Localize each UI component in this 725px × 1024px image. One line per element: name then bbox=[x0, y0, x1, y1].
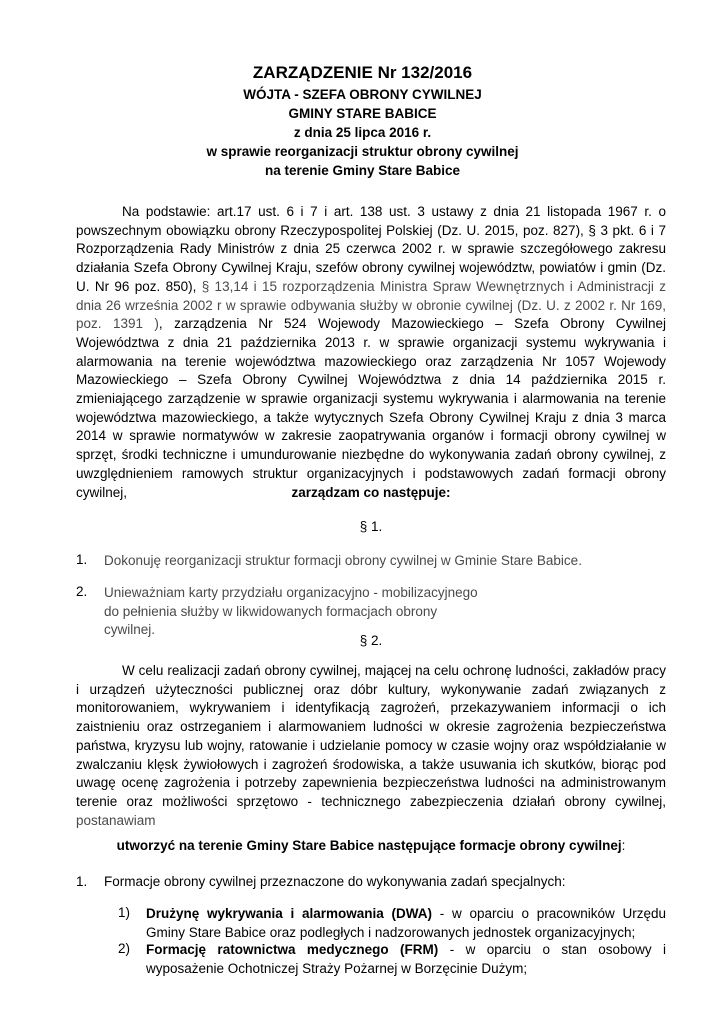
section-1-item-1 bbox=[76, 552, 666, 571]
formation-description: - w oparciu o pracowników Urzędu Gminy Stare Babice oraz podległych i nadzorowanych jednostek organizacyjnych; bbox=[146, 906, 666, 940]
item-text: Dokonuję reorganizacji struktur formacji obrony cywilnej w Gminie Stare Babice. bbox=[104, 553, 582, 568]
section-2-text: W celu realizacji zadań obrony cywilnej, mającej na celu ochronę ludności, zakładów pracy i urządzeń użyteczności publicznej oraz dóbr kultury, wykonywanie zadań związanych z monitorowaniem, wykrywaniem i identyfikacją zagrożeń, przekazywaniem informacji o ich zaistnieniu oraz ostrzeganiem i alarmowaniem ludności w okresie zagrożenia bezpieczeństwa państwa, kryzysu lub wojny, ratowanie i udzielanie pomocy w czasie wojny oraz współdziałanie w zwalczaniu klęsk żywiołowych i zagrożeń środowiska, a także usuwania ich skutków, biorąc pod uwagę ocenę zagrożenia i potrzeby zapewnienia bezpieczeństwa ludności na administrowanym terenie oraz możliwości sprzętowo - technicznego zabezpieczenia działań obrony cywilnej, bbox=[76, 663, 666, 809]
formation-name: Drużynę wykrywania i alarmowania (DWA) bbox=[146, 906, 433, 921]
establish-text-3: następujące formacje obrony cywilnej bbox=[374, 838, 622, 853]
subitem-text bbox=[146, 905, 666, 942]
establish-text-2: Gminy Stare Babice bbox=[246, 838, 374, 853]
subject-line-2: na terenie Gminy Stare Babice bbox=[264, 163, 461, 178]
legal-basis-paragraph bbox=[76, 203, 666, 502]
item-text: Formacje obrony cywilnej przeznaczone do wykonywania zadań specjalnych: bbox=[104, 874, 566, 889]
document-title: ZARZĄDZENIE Nr 132/2016 bbox=[252, 63, 473, 82]
formation-description: - w oparciu o stan osobowy i wyposażenie Ochotniczej Straży Pożarnej w Borzęcinie Dużym; bbox=[146, 942, 666, 976]
item-text: Unieważniam karty przydziału organizacyjno - mobilizacyjnego do pełnienia służby w likwidowanych formacjach obrony cywilnej. bbox=[104, 585, 478, 638]
establish-colon: : bbox=[621, 838, 626, 853]
item-number: 1. bbox=[76, 874, 88, 889]
decision-word: postanawiam bbox=[76, 812, 156, 828]
decree-statement: zarządzam co następuje: bbox=[291, 485, 451, 500]
municipality-line: GMINY STARE BABICE bbox=[288, 106, 437, 121]
section-1-item-2 bbox=[76, 584, 666, 640]
subitem-number: 1) bbox=[118, 905, 131, 920]
legal-basis-text-1: Na podstawie: art.17 ust. 6 i 7 i art. 138 ust. 3 ustawy z dnia 21 listopada 1967 r. o powszechnym obowiązku obrony Rzeczypospolitej Polskiej (Dz. U. 2015, poz. 827), § 3 pkt. 6 i 7 Rozporządzenia Rady Ministrów z dnia 25 czerwca 2002 r. w sprawie szczegółowego zakresu działania Szefa Obrony Cywilnej Kraju, szefów obrony cywilnej województw, powiatów i gmin (Dz. U. Nr 96 poz. 850), bbox=[76, 204, 666, 294]
subitem-text bbox=[146, 941, 666, 978]
subitem-number: 2) bbox=[118, 941, 131, 956]
establish-statement bbox=[76, 838, 666, 853]
formation-name: Formację ratownictwa medycznego (FRM) bbox=[146, 942, 439, 957]
subject-line: w sprawie reorganizacji struktur obrony cywilnej bbox=[206, 144, 519, 159]
subitem-2 bbox=[118, 941, 666, 978]
legal-basis-text-3: , zarządzenia Nr 524 Wojewody Mazowieckiego – Szefa Obrony Cywilnej Województwa z dnia 21 października 2013 r. w sprawie organizacji systemu wykrywania i alarmowania na terenie województwa mazowieckiego oraz zarządzenia Nr 1057 Wojewody Mazowieckiego – Szefa Obrony Cywilnej Województwa z dnia 14 października 2015 r. zmieniającego zarządzenie w sprawie organizacji systemu wykrywania i alarmowania na terenie województwa mazowieckiego, a także wytycznych Szefa Obrony Cywilnej Kraju z dnia 3 marca 2014 w sprawie normatywów w zakresie zaopatrywania organów i formacji obrony cywilnej w sprzęt, środki techniczne i umundurowanie niezbędne do wykonywania zadań obrony cywilnej, z uwzględnieniem ramowych struktur organizacyjnych i podstawowych zadań formacji obrony cywilnej, bbox=[76, 316, 667, 500]
section-2-heading: § 2. bbox=[359, 633, 383, 648]
section-2-list-item-1 bbox=[76, 874, 666, 889]
item-number: 2. bbox=[76, 584, 88, 599]
issuer-line: WÓJTA - SZEFA OBRONY CYWILNEJ bbox=[243, 87, 482, 102]
date-line: z dnia 25 lipca 2016 r. bbox=[293, 125, 432, 140]
legal-basis-text-2: § 13,14 i 15 rozporządzenia Ministra Spraw Wewnętrznych i Administracji z dnia 26 września 2002 r w sprawie odbywania służby w obronie cywilnej (Dz. U. z 2002 r. Nr 169, poz. 1391 ) bbox=[76, 278, 666, 332]
section-2-paragraph bbox=[76, 662, 666, 830]
establish-text-1: utworzyć na terenie bbox=[116, 838, 247, 853]
section-1-heading: § 1. bbox=[359, 519, 383, 534]
item-number: 1. bbox=[76, 552, 88, 567]
subitem-1 bbox=[118, 905, 666, 942]
